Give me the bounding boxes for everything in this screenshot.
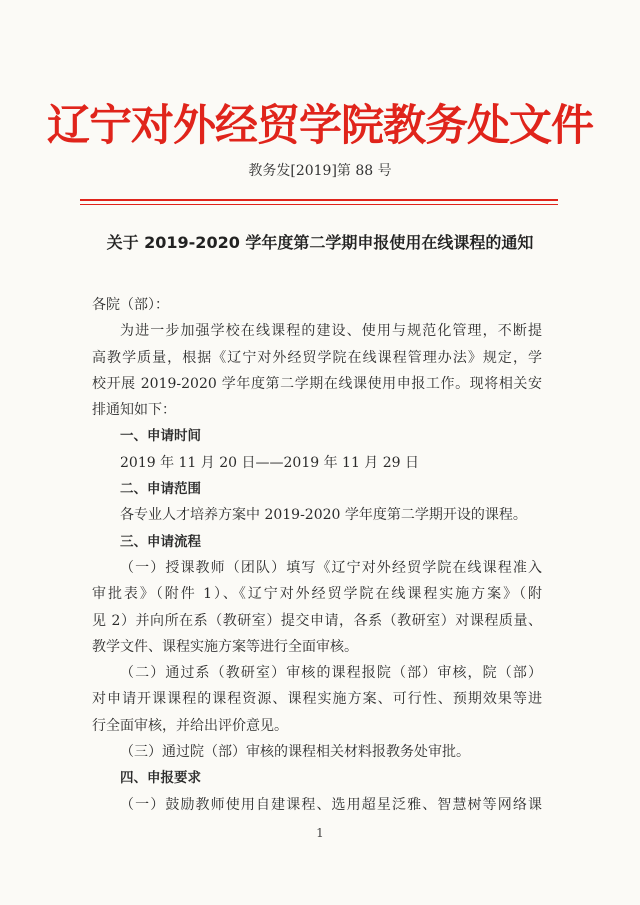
section-heading-process: 三、申请流程: [120, 533, 201, 550]
section-text-time: 2019 年 11 月 20 日——2019 年 11 月 29 日: [120, 454, 420, 471]
intro-line-1: 为进一步加强学校在线课程的建设、使用与规范化管理，不断提: [120, 323, 542, 340]
document-number: 教务发[2019]第 88 号: [248, 163, 392, 179]
process-step2-line-2: 对申请开课课程的课程资源、课程实施方案、可行性、预期效果等进: [92, 691, 542, 708]
page-number: 1: [316, 826, 324, 840]
red-divider-rule-thin: [80, 204, 558, 205]
intro-line-2: 高教学质量，根据《辽宁对外经贸学院在线课程管理办法》规定，学: [92, 349, 542, 366]
notice-title: 关于 2019-2020 学年度第二学期申报使用在线课程的通知: [106, 233, 534, 252]
process-step1-line-2: 审批表》（附件 1）、《辽宁对外经贸学院在线课程实施方案》（附: [92, 586, 542, 603]
intro-line-4: 排通知如下：: [92, 402, 176, 419]
process-step1-line-3: 见 2）并向所在系（教研室）提交申请，各系（教研室）对课程质量、: [92, 612, 542, 629]
process-step2-line-1: （二）通过系（教研室）审核的课程报院（部）审核，院（部）: [120, 665, 542, 682]
section-text-scope: 各专业人才培养方案中 2019-2020 学年度第二学期开设的课程。: [120, 507, 527, 524]
intro-line-3: 校开展 2019-2020 学年度第二学期在线课使用申报工作。现将相关安: [92, 375, 542, 392]
document-body: [92, 292, 542, 818]
process-step1-line-4: 教学文件、课程实施方案等进行全面审核。: [92, 638, 358, 655]
section-heading-requirements: 四、申报要求: [120, 770, 201, 787]
red-divider-rule: [80, 199, 558, 201]
requirements-line-1: （一）鼓励教师使用自建课程、选用超星泛雅、智慧树等网络课: [120, 796, 542, 813]
process-step1-line-1: （一）授课教师（团队）填写《辽宁对外经贸学院在线课程准入: [120, 559, 542, 576]
section-heading-time: 一、申请时间: [120, 428, 201, 445]
section-heading-scope: 二、申请范围: [120, 481, 201, 498]
document-header-title: 辽宁对外经贸学院教务处文件: [47, 101, 593, 151]
salutation: 各院（部）：: [92, 297, 169, 313]
process-step2-line-3: 行全面审核，并给出评价意见。: [92, 717, 288, 734]
process-step3: （三）通过院（部）审核的课程相关材料报教务处审批。: [120, 744, 470, 761]
